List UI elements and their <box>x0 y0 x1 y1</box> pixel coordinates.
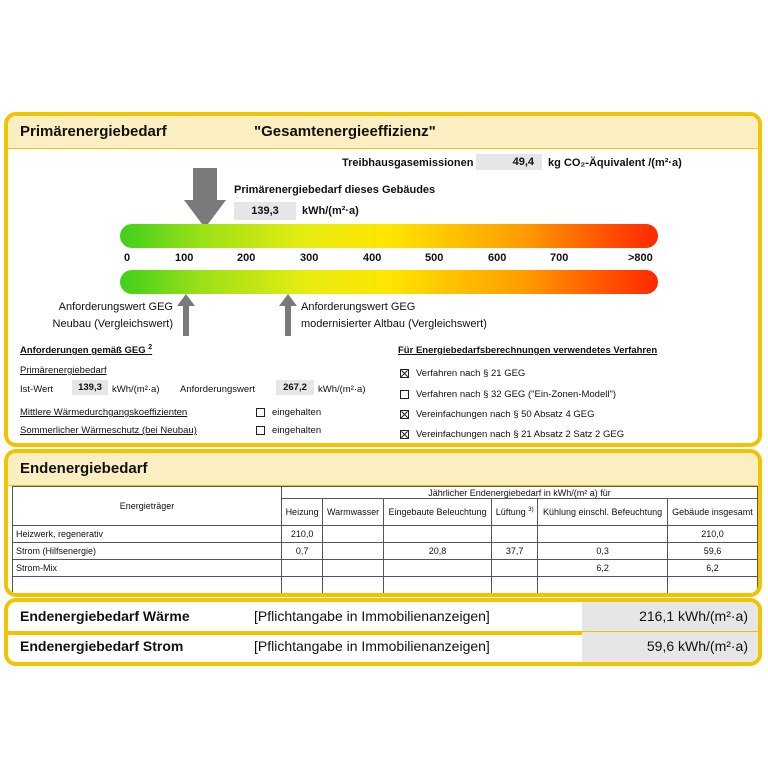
requirements-sub: Primärenergiebedarf <box>20 365 107 376</box>
value-cell: 37,7 <box>492 543 538 560</box>
ghg-unit: kg CO₂-Äquivalent /(m²·a) <box>548 157 682 169</box>
primary-energy-title: Primärenergiebedarf <box>20 123 167 140</box>
ist-label: Ist-Wert <box>20 384 54 395</box>
end-energy-header <box>8 453 758 486</box>
table-caption: Jährlicher Endenergiebedarf in kWh/(m² a) für <box>282 487 758 499</box>
table-row <box>13 577 758 594</box>
waerme-label: Mittlere Wärmedurchgangskoeffizienten <box>20 407 188 418</box>
value-cell: 0,7 <box>282 543 323 560</box>
value-cell <box>667 577 757 594</box>
summary-label: Endenergiebedarf Strom <box>20 638 184 654</box>
method-checkbox[interactable] <box>400 390 409 399</box>
value-cell: 59,6 <box>667 543 757 560</box>
altbau-label-line1: Anforderungswert GEG <box>301 301 416 313</box>
col-beleuchtung: Eingebaute Beleuchtung <box>384 499 492 526</box>
col-lueftung-sup: 3) <box>528 507 534 513</box>
scale-tick: 200 <box>237 252 256 264</box>
energy-scale-bar-bottom <box>120 270 658 294</box>
value-cell <box>384 577 492 594</box>
ghg-value: 49,4 <box>476 154 542 170</box>
table-row <box>13 526 758 543</box>
summary-value: 59,6 kWh/(m²·a) <box>582 632 758 662</box>
value-cell <box>323 526 384 543</box>
requirements-heading <box>20 344 152 356</box>
ghg-label: Treibhausgasemissionen <box>342 157 474 169</box>
value-cell <box>492 526 538 543</box>
building-value: 139,3 <box>234 202 296 220</box>
value-cell <box>492 577 538 594</box>
value-cell <box>538 577 668 594</box>
waerme-checkbox[interactable] <box>256 408 265 417</box>
method-checkbox[interactable] <box>400 369 409 378</box>
col-lueftung-text: Lüftung <box>495 507 526 517</box>
method-label: Vereinfachungen nach § 50 Absatz 4 GEG <box>416 409 595 420</box>
carrier-cell: Strom (Hilfsenergie) <box>13 543 282 560</box>
primary-energy-subtitle: "Gesamtenergieeffizienz" <box>254 123 436 140</box>
value-cell <box>384 560 492 577</box>
anf-unit: kWh/(m²·a) <box>318 384 366 395</box>
value-cell <box>538 526 668 543</box>
summary-row <box>8 602 758 635</box>
value-cell: 20,8 <box>384 543 492 560</box>
scale-tick: 300 <box>300 252 319 264</box>
value-cell: 6,2 <box>667 560 757 577</box>
altbau-marker-arrow-icon <box>279 294 297 336</box>
carrier-cell: Strom-Mix <box>13 560 282 577</box>
col-lueftung <box>492 499 538 526</box>
summary-value: 216,1 kWh/(m²·a) <box>582 602 758 631</box>
summary-row <box>8 632 758 661</box>
col-heizung: Heizung <box>282 499 323 526</box>
end-energy-rows <box>13 526 758 594</box>
value-cell: 6,2 <box>538 560 668 577</box>
carrier-cell: Heizwerk, regenerativ <box>13 526 282 543</box>
sommer-label: Sommerlicher Wärmeschutz (bei Neubau) <box>20 425 197 436</box>
value-cell <box>323 560 384 577</box>
end-energy-table <box>12 486 758 594</box>
scale-tick: 700 <box>550 252 569 264</box>
methods-heading: Für Energiebedarfsberechnungen verwendetes Verfahren <box>398 345 658 356</box>
end-energy-title: Endenergiebedarf <box>20 460 148 477</box>
value-cell <box>384 526 492 543</box>
scale-tick: 600 <box>488 252 507 264</box>
altbau-label-line2: modernisierter Altbau (Vergleichswert) <box>301 318 487 330</box>
col-warmwasser: Warmwasser <box>323 499 384 526</box>
energy-scale-ticks <box>8 252 758 268</box>
sommer-checkbox[interactable] <box>256 426 265 435</box>
value-cell: 0,3 <box>538 543 668 560</box>
col-carrier-header: Energieträger <box>13 487 282 526</box>
ist-value: 139,3 <box>72 380 108 395</box>
col-kuehlung: Kühlung einschl. Befeuchtung <box>538 499 668 526</box>
anf-value: 267,2 <box>276 380 314 395</box>
anf-label: Anforderungswert <box>180 384 255 395</box>
method-label: Verfahren nach § 32 GEG ("Ein-Zonen-Modell") <box>416 389 617 400</box>
col-gesamt: Gebäude insgesamt <box>667 499 757 526</box>
method-label: Vereinfachungen nach § 21 Absatz 2 Satz 2 GEG <box>416 429 625 440</box>
scale-tick: 0 <box>124 252 131 264</box>
neubau-label-line2: Neubau (Vergleichswert) <box>52 318 173 330</box>
neubau-label-line1: Anforderungswert GEG <box>58 301 173 313</box>
energy-scale-bar-top <box>120 224 658 248</box>
method-label: Verfahren nach § 21 GEG <box>416 368 526 379</box>
scale-tick: 500 <box>425 252 444 264</box>
method-checkbox[interactable] <box>400 430 409 439</box>
sommer-check-label: eingehalten <box>272 425 322 436</box>
requirements-heading-text: Anforderungen gemäß GEG <box>20 345 146 357</box>
value-cell <box>323 577 384 594</box>
ist-unit: kWh/(m²·a) <box>112 384 160 395</box>
waerme-check-label: eingehalten <box>272 407 322 418</box>
neubau-marker-arrow-icon <box>177 294 195 336</box>
primary-energy-header <box>8 116 758 149</box>
value-cell <box>282 560 323 577</box>
scale-tick: 100 <box>175 252 194 264</box>
requirements-heading-sup: 2 <box>148 344 153 351</box>
method-checkbox[interactable] <box>400 410 409 419</box>
value-cell: 210,0 <box>667 526 757 543</box>
summary-panel <box>4 598 762 666</box>
table-header-row <box>13 487 758 499</box>
table-row <box>13 543 758 560</box>
scale-tick: >800 <box>628 252 653 264</box>
value-cell: 210,0 <box>282 526 323 543</box>
summary-label: Endenergiebedarf Wärme <box>20 608 190 624</box>
building-value-label: Primärenergiebedarf dieses Gebäudes <box>234 184 436 196</box>
building-value-unit: kWh/(m²·a) <box>302 205 359 217</box>
value-cell <box>492 560 538 577</box>
table-row <box>13 560 758 577</box>
summary-note: [Pflichtangabe in Immobilienanzeigen] <box>254 608 490 624</box>
primary-energy-panel <box>4 112 762 447</box>
carrier-cell <box>13 577 282 594</box>
summary-note: [Pflichtangabe in Immobilienanzeigen] <box>254 638 490 654</box>
value-cell <box>323 543 384 560</box>
value-cell <box>282 577 323 594</box>
building-marker-arrow-icon <box>184 168 226 228</box>
scale-tick: 400 <box>363 252 382 264</box>
end-energy-panel <box>4 449 762 597</box>
